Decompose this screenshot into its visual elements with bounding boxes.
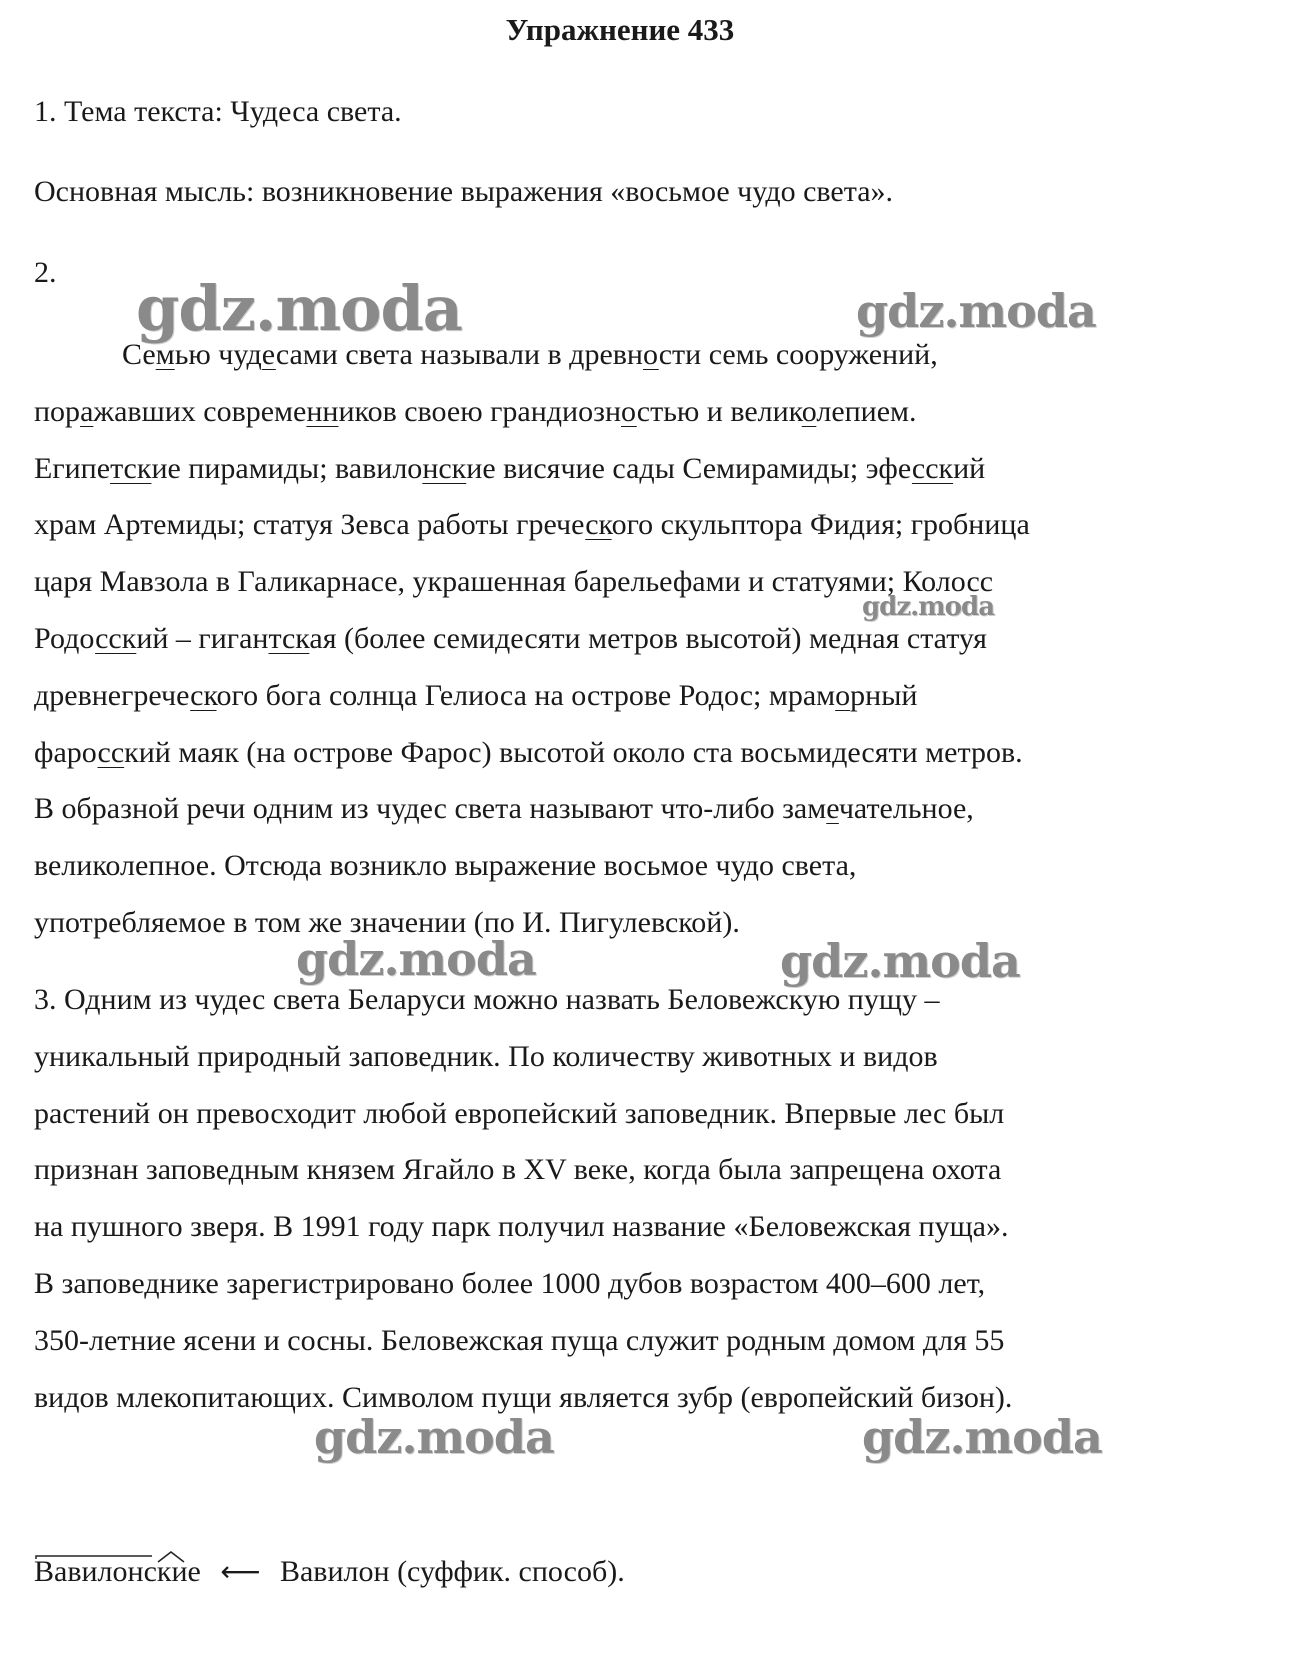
text-segment: Родо (34, 622, 96, 655)
text-segment: стью и велик (636, 394, 802, 428)
spelling-mark: о (801, 394, 817, 428)
paragraph-2-line (34, 791, 974, 827)
text-segment: употребляемое в том же значении (по И. Пигулевской). (34, 906, 740, 939)
text-segment: чательное, (838, 792, 974, 826)
spelling-mark: о (835, 678, 851, 712)
text-segment: ие висячие сады Семирамиды; эфе (466, 451, 912, 485)
paragraph-3-line: В заповеднике зарегистрировано более 1000 дубов возрастом 400–600 лет, (34, 1267, 986, 1300)
paragraph-2-line (34, 735, 1023, 771)
spelling-mark: ск (585, 508, 612, 542)
watermark-logo: gdz.moda (136, 272, 462, 345)
spelling-mark: сск (95, 622, 137, 655)
text-segment: Се (122, 338, 156, 371)
spelling-mark: а (80, 394, 94, 428)
watermark-logo: gdz.moda (862, 1410, 1102, 1464)
text-segment: ого скульптора Фидия; гробница (611, 508, 1030, 542)
derived-word: Вавилонские (34, 1555, 201, 1588)
exercise-title: Упражнение 433 (505, 12, 735, 47)
text-segment: храм Артемиды; статуя Зевса работы грече (34, 508, 586, 542)
text-topic: 1. Тема текста: Чудеса света. (34, 95, 402, 128)
text-main-idea: Основная мысль: возникновение выражения «восьмое чудо света». (34, 175, 894, 208)
spelling-mark: тск (268, 622, 310, 655)
text-segment: пор (34, 394, 81, 428)
paragraph-3-line: уникальный природный заповедник. По количеству животных и видов (34, 1039, 938, 1073)
watermark-logo: gdz.moda (862, 592, 995, 622)
morphemic-analysis (34, 1554, 625, 1590)
text-segment: Египе (34, 451, 111, 485)
paragraph-2-line (34, 621, 987, 657)
text-segment: кий маяк (на острове Фарос) высотой около ста восьмидесяти метров. (124, 735, 1023, 769)
text-segment: фаро (34, 735, 98, 769)
text-segment: ая (более семидесяти метров высотой) медная статуя (309, 622, 987, 655)
base-word: Вавилон (279, 1555, 390, 1588)
text-segment: рный (850, 678, 918, 712)
paragraph-2-line (34, 848, 856, 884)
text-segment: жавших совреме (93, 394, 307, 428)
spelling-mark: е (261, 338, 276, 371)
text-segment: ий – гиган (136, 622, 269, 655)
spelling-mark: тск (110, 451, 152, 485)
spelling-mark: сс (97, 735, 125, 769)
watermark-logo: gdz.moda (780, 934, 1020, 988)
derivation-method: (суффик. способ). (397, 1555, 625, 1588)
spelling-mark: ск (190, 678, 217, 712)
paragraph-3-line: 350-летние ясени и сосны. Беловежская пуща служит родным домом для 55 (34, 1323, 1005, 1357)
spelling-mark: нск (422, 451, 467, 485)
text-segment: ий (953, 451, 986, 485)
paragraph-2-line (34, 451, 985, 487)
text-segment: великолепное. Отсюда возникло выражение восьмое чудо света, (34, 849, 857, 883)
text-segment: сами света называли в древн (275, 338, 643, 371)
spelling-mark: сск (911, 451, 954, 485)
spelling-mark: о (621, 394, 637, 428)
text-segment: В образной речи одним из чудес света называют что-либо зам (34, 792, 827, 826)
paragraph-3-line: растений он превосходит любой европейский заповедник. Впервые лес был (34, 1096, 1005, 1130)
text-segment: иков своею грандиозн (338, 394, 622, 428)
watermark-logo: gdz.moda (856, 284, 1096, 338)
text-segment: сти семь сооружений, (658, 338, 938, 371)
spelling-mark: нн (306, 394, 339, 428)
item-2-number: 2. (34, 256, 57, 289)
paragraph-3-line: признан заповедным князем Ягайло в XV веке, когда была запрещена охота (34, 1153, 1002, 1187)
arrow-left-icon: ⟵ (220, 1555, 261, 1588)
paragraph-2-line (34, 564, 993, 600)
watermark-logo: gdz.moda (296, 932, 536, 986)
spelling-mark: о (642, 338, 659, 371)
spelling-mark: е (826, 792, 839, 826)
text-segment: ие пирамиды; вавило (151, 451, 423, 485)
text-segment: царя Мавзола в Галикарнасе, украшенная барельефами и статуями; Колосс (34, 565, 994, 599)
paragraph-3-line: 3. Одним из чудес света Беларуси можно назвать Беловежскую пущу – (34, 983, 940, 1016)
paragraph-2-line (34, 678, 917, 714)
watermark-logo: gdz.moda (314, 1410, 554, 1464)
paragraph-2-line (34, 394, 917, 430)
text-segment: ью чуд (174, 338, 262, 371)
text-segment: древнегрече (34, 678, 191, 712)
text-segment: лепием. (816, 394, 917, 428)
paragraph-3-line: на пушного зверя. В 1991 году парк получил название «Беловежская пуща». (34, 1210, 1009, 1244)
paragraph-3-line: видов млекопитающих. Символом пущи является зубр (европейский бизон). (34, 1380, 1013, 1414)
paragraph-2-line (34, 507, 1030, 543)
text-segment: ого бога солнца Гелиоса на острове Родос; мрам (216, 678, 836, 712)
spelling-mark: м (155, 338, 175, 371)
